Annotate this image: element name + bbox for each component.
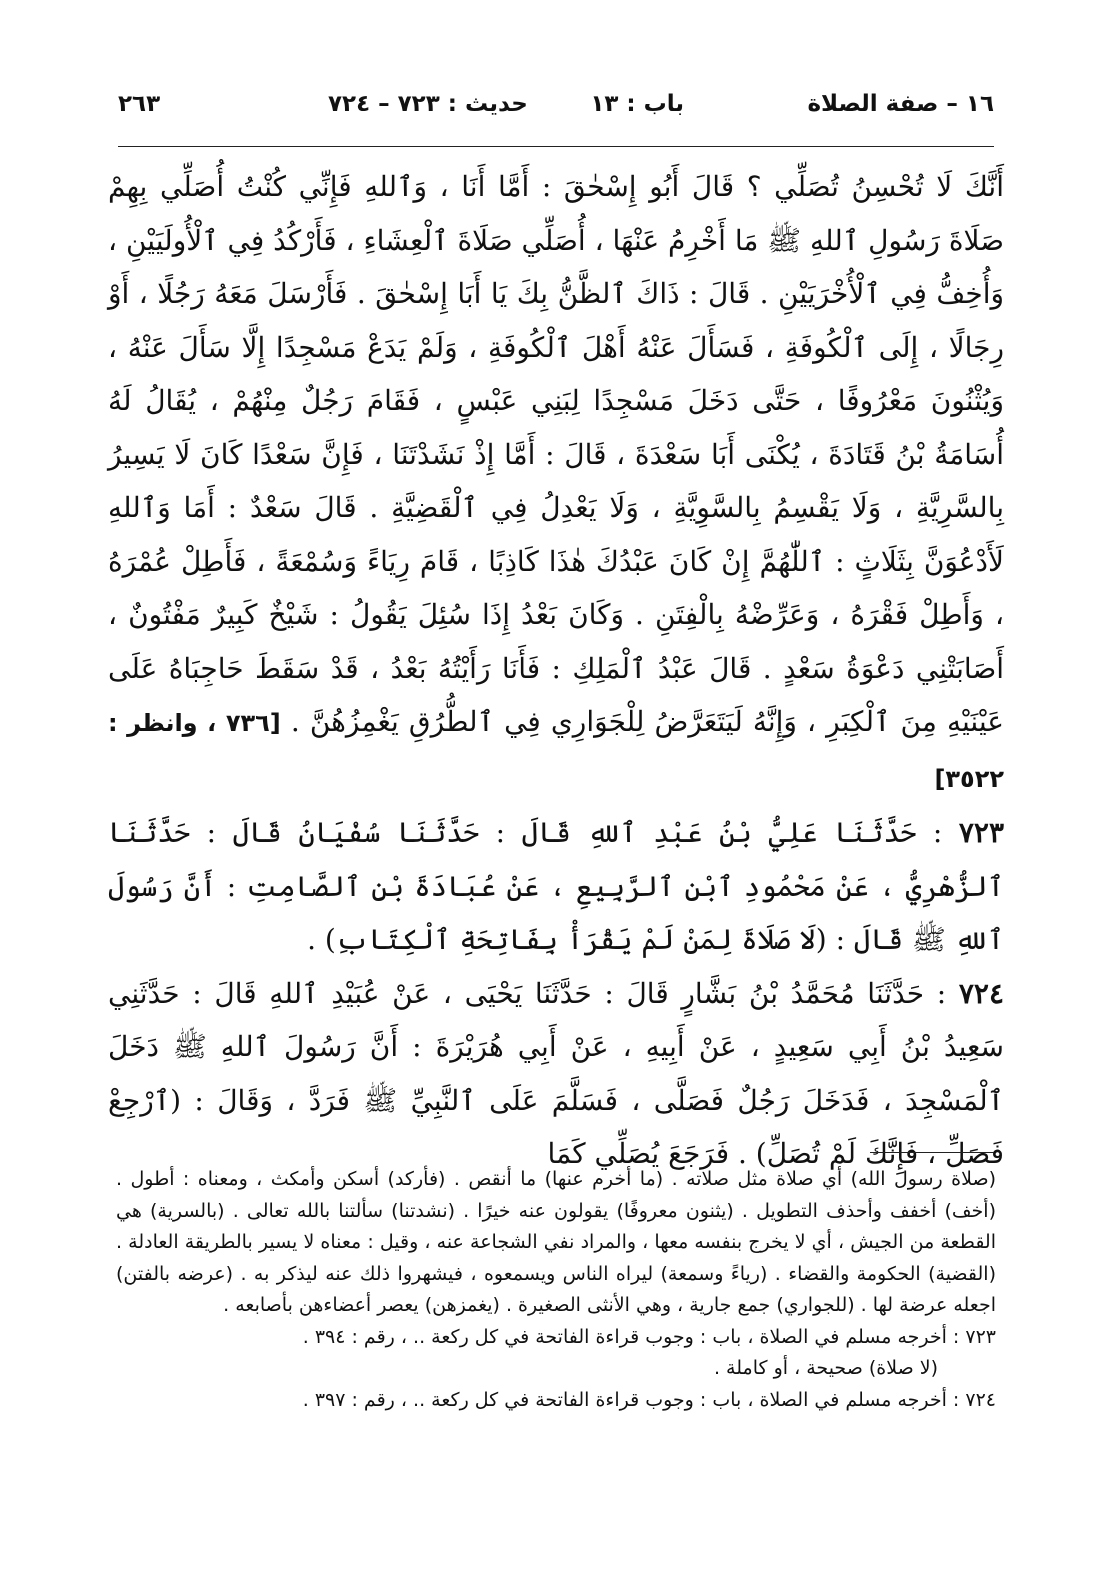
hadith-724-number: ٧٢٤ — [958, 976, 1005, 1010]
footnote-source-724: ٧٢٤ : أخرجه مسلم في الصلاة ، باب : وجوب قراءة الفاتحة في كل ركعة .. ، رقم : ٣٩٧ . — [302, 1388, 996, 1411]
bab-label: باب : ١٣ — [590, 91, 684, 117]
footnote-divider — [870, 1152, 994, 1153]
running-header — [118, 84, 994, 124]
chapter-title: ١٦ – صفة الصلاة — [807, 91, 994, 117]
hadith-724 — [108, 967, 1004, 1181]
main-text — [108, 160, 1004, 1181]
page-number: ٢٦٣ — [118, 91, 161, 117]
footnote-note-723: (لا صلاة) صحيحة ، أو كاملة . — [713, 1357, 938, 1379]
footnote-glossary: (صلاة رسول الله) أي صلاة مثل صلاته . (ما أخرم عنها) ما أنقص . (فأركد) أسكن وأمكث ، ومعناه : أطول . (أخف) أخفف وأحذف التطويل . (يثنون معروفًا) يقولون عنه خيرًا . (نشدتنا) سألتنا بالله تعالى . (بالسرية) هي القطعة من الجيش ، أي لا يخرج بنفسه معها ، والمراد نفي الشجاعة عنه ، وقيل : معناه لا يسير بالطريقة العادلة . (القضية) الحكومة والقضاء . (رياءً وسمعة) ليراه الناس ويسمعوه ، فيشهروا ذلك عنه ليذكر به . (عرضه بالفتن) اجعله عرضة لها . (للجواري) جمع جارية ، وهي الأنثى الصغيرة . (يغمزهن) يعصر أعضاءهن بأصابعه . — [116, 1168, 996, 1316]
hadith-723-number: ٧٢٣ — [958, 816, 1005, 849]
hadith-range: حديث : ٧٢٣ – ٧٢٤ — [328, 91, 528, 117]
hadith-723-text: : حَدَّثَنَا عَلِيُّ بْنُ عَبْدِ ٱللهِ قَالَ : حَدَّثَنَا سُفْيَانُ قَالَ : حَدَّثَنَا ٱلزُّهْرِيُّ ، عَنْ مَحْمُودِ ٱبْنِ ٱلرَّبِيعِ ، عَنْ عُبَادَةَ بْنِ ٱلصَّامِتِ : أَنَّ رَسُولَ ٱللهِ ﷺ قَالَ : (لَا صَلَاةَ لِمَنْ لَمْ يَقْرَأْ بِفَاتِحَةِ ٱلْكِتَابِ) . — [108, 816, 1004, 956]
footnote-source-723: ٧٢٣ : أخرجه مسلم في الصلاة ، باب : وجوب قراءة الفاتحة في كل ركعة .. ، رقم : ٣٩٤ . — [302, 1325, 996, 1348]
cross-reference: [٧٣٦ ، وانظر : ٣٥٢٢] — [108, 709, 1004, 793]
continuation-paragraph — [108, 160, 1004, 806]
hadith-723 — [108, 806, 1004, 967]
footnotes — [116, 1164, 996, 1416]
continuation-text: أَنَّكَ لَا تُحْسِنُ تُصَلِّي ؟ قَالَ أَبُو إِسْحٰقَ : أَمَّا أَنَا ، وَٱللهِ فَإِنِّي كُنْتُ أُصَلِّي بِهِمْ صَلَاةَ رَسُولِ ٱللهِ ﷺ مَا أَخْرِمُ عَنْهَا ، أُصَلِّي صَلَاةَ ٱلْعِشَاءِ ، فَأَرْكُدُ فِي ٱلْأُولَيَيْنِ ، وَأُخِفُّ فِي ٱلْأُخْرَيَيْنِ . قَالَ : ذَاكَ ٱلظَّنُّ بِكَ يَا أَبَا إِسْحٰقَ . فَأَرْسَلَ مَعَهُ رَجُلًا ، أَوْ رِجَالًا ، إِلَى ٱلْكُوفَةِ ، فَسَأَلَ عَنْهُ أَهْلَ ٱلْكُوفَةِ ، وَلَمْ يَدَعْ مَسْجِدًا إِلَّا سَأَلَ عَنْهُ ، وَيُثْنُونَ مَعْرُوفًا ، حَتَّى دَخَلَ مَسْجِدًا لِبَنِي عَبْسٍ ، فَقَامَ رَجُلٌ مِنْهُمْ ، يُقَالُ لَهُ أُسَامَةُ بْنُ قَتَادَةَ ، يُكْنَى أَبَا سَعْدَةَ ، قَالَ : أَمَّا إِذْ نَشَدْتَنَا ، فَإِنَّ سَعْدًا كَانَ لَا يَسِيرُ بِالسَّرِيَّةِ ، وَلَا يَقْسِمُ بِالسَّوِيَّةِ ، وَلَا يَعْدِلُ فِي ٱلْقَضِيَّةِ . قَالَ سَعْدٌ : أَمَا وَٱللهِ لَأَدْعُوَنَّ بِثَلَاثٍ : ٱللّٰهُمَّ إِنْ كَانَ عَبْدُكَ هٰذَا كَاذِبًا ، قَامَ رِيَاءً وَسُمْعَةً ، فَأَطِلْ عُمْرَهُ ، وَأَطِلْ فَقْرَهُ ، وَعَرِّضْهُ بِالْفِتَنِ . وَكَانَ بَعْدُ إِذَا سُئِلَ يَقُولُ : شَيْخٌ كَبِيرٌ مَفْتُونٌ ، أَصَابَتْنِي دَعْوَةُ سَعْدٍ . قَالَ عَبْدُ ٱلْمَلِكِ : فَأَنَا رَأَيْتُهُ بَعْدُ ، قَدْ سَقَطَ حَاجِبَاهُ عَلَى عَيْنَيْهِ مِنَ ٱلْكِبَرِ ، وَإِنَّهُ لَيَتَعَرَّضُ لِلْجَوَارِي فِي ٱلطُّرُقِ يَغْمِزُهُنَّ . — [108, 170, 1005, 738]
header-divider — [118, 146, 994, 147]
hadith-724-text: : حَدَّثَنَا مُحَمَّدُ بْنُ بَشَّارٍ قَالَ : حَدَّثَنَا يَحْيَى ، عَنْ عُبَيْدِ ٱللهِ قَالَ : حَدَّثَنِي سَعِيدُ بْنُ أَبِي سَعِيدٍ ، عَنْ أَبِيهِ ، عَنْ أَبِي هُرَيْرَةَ : أَنَّ رَسُولَ ٱللهِ ﷺ دَخَلَ ٱلْمَسْجِدَ ، فَدَخَلَ رَجُلٌ فَصَلَّى ، فَسَلَّمَ عَلَى ٱلنَّبِيِّ ﷺ فَرَدَّ ، وَقَالَ : (ٱرْجِعْ فَصَلِّ ، فَإِنَّكَ لَمْ تُصَلِّ) . فَرَجَعَ يُصَلِّي كَمَا — [108, 976, 1004, 1170]
